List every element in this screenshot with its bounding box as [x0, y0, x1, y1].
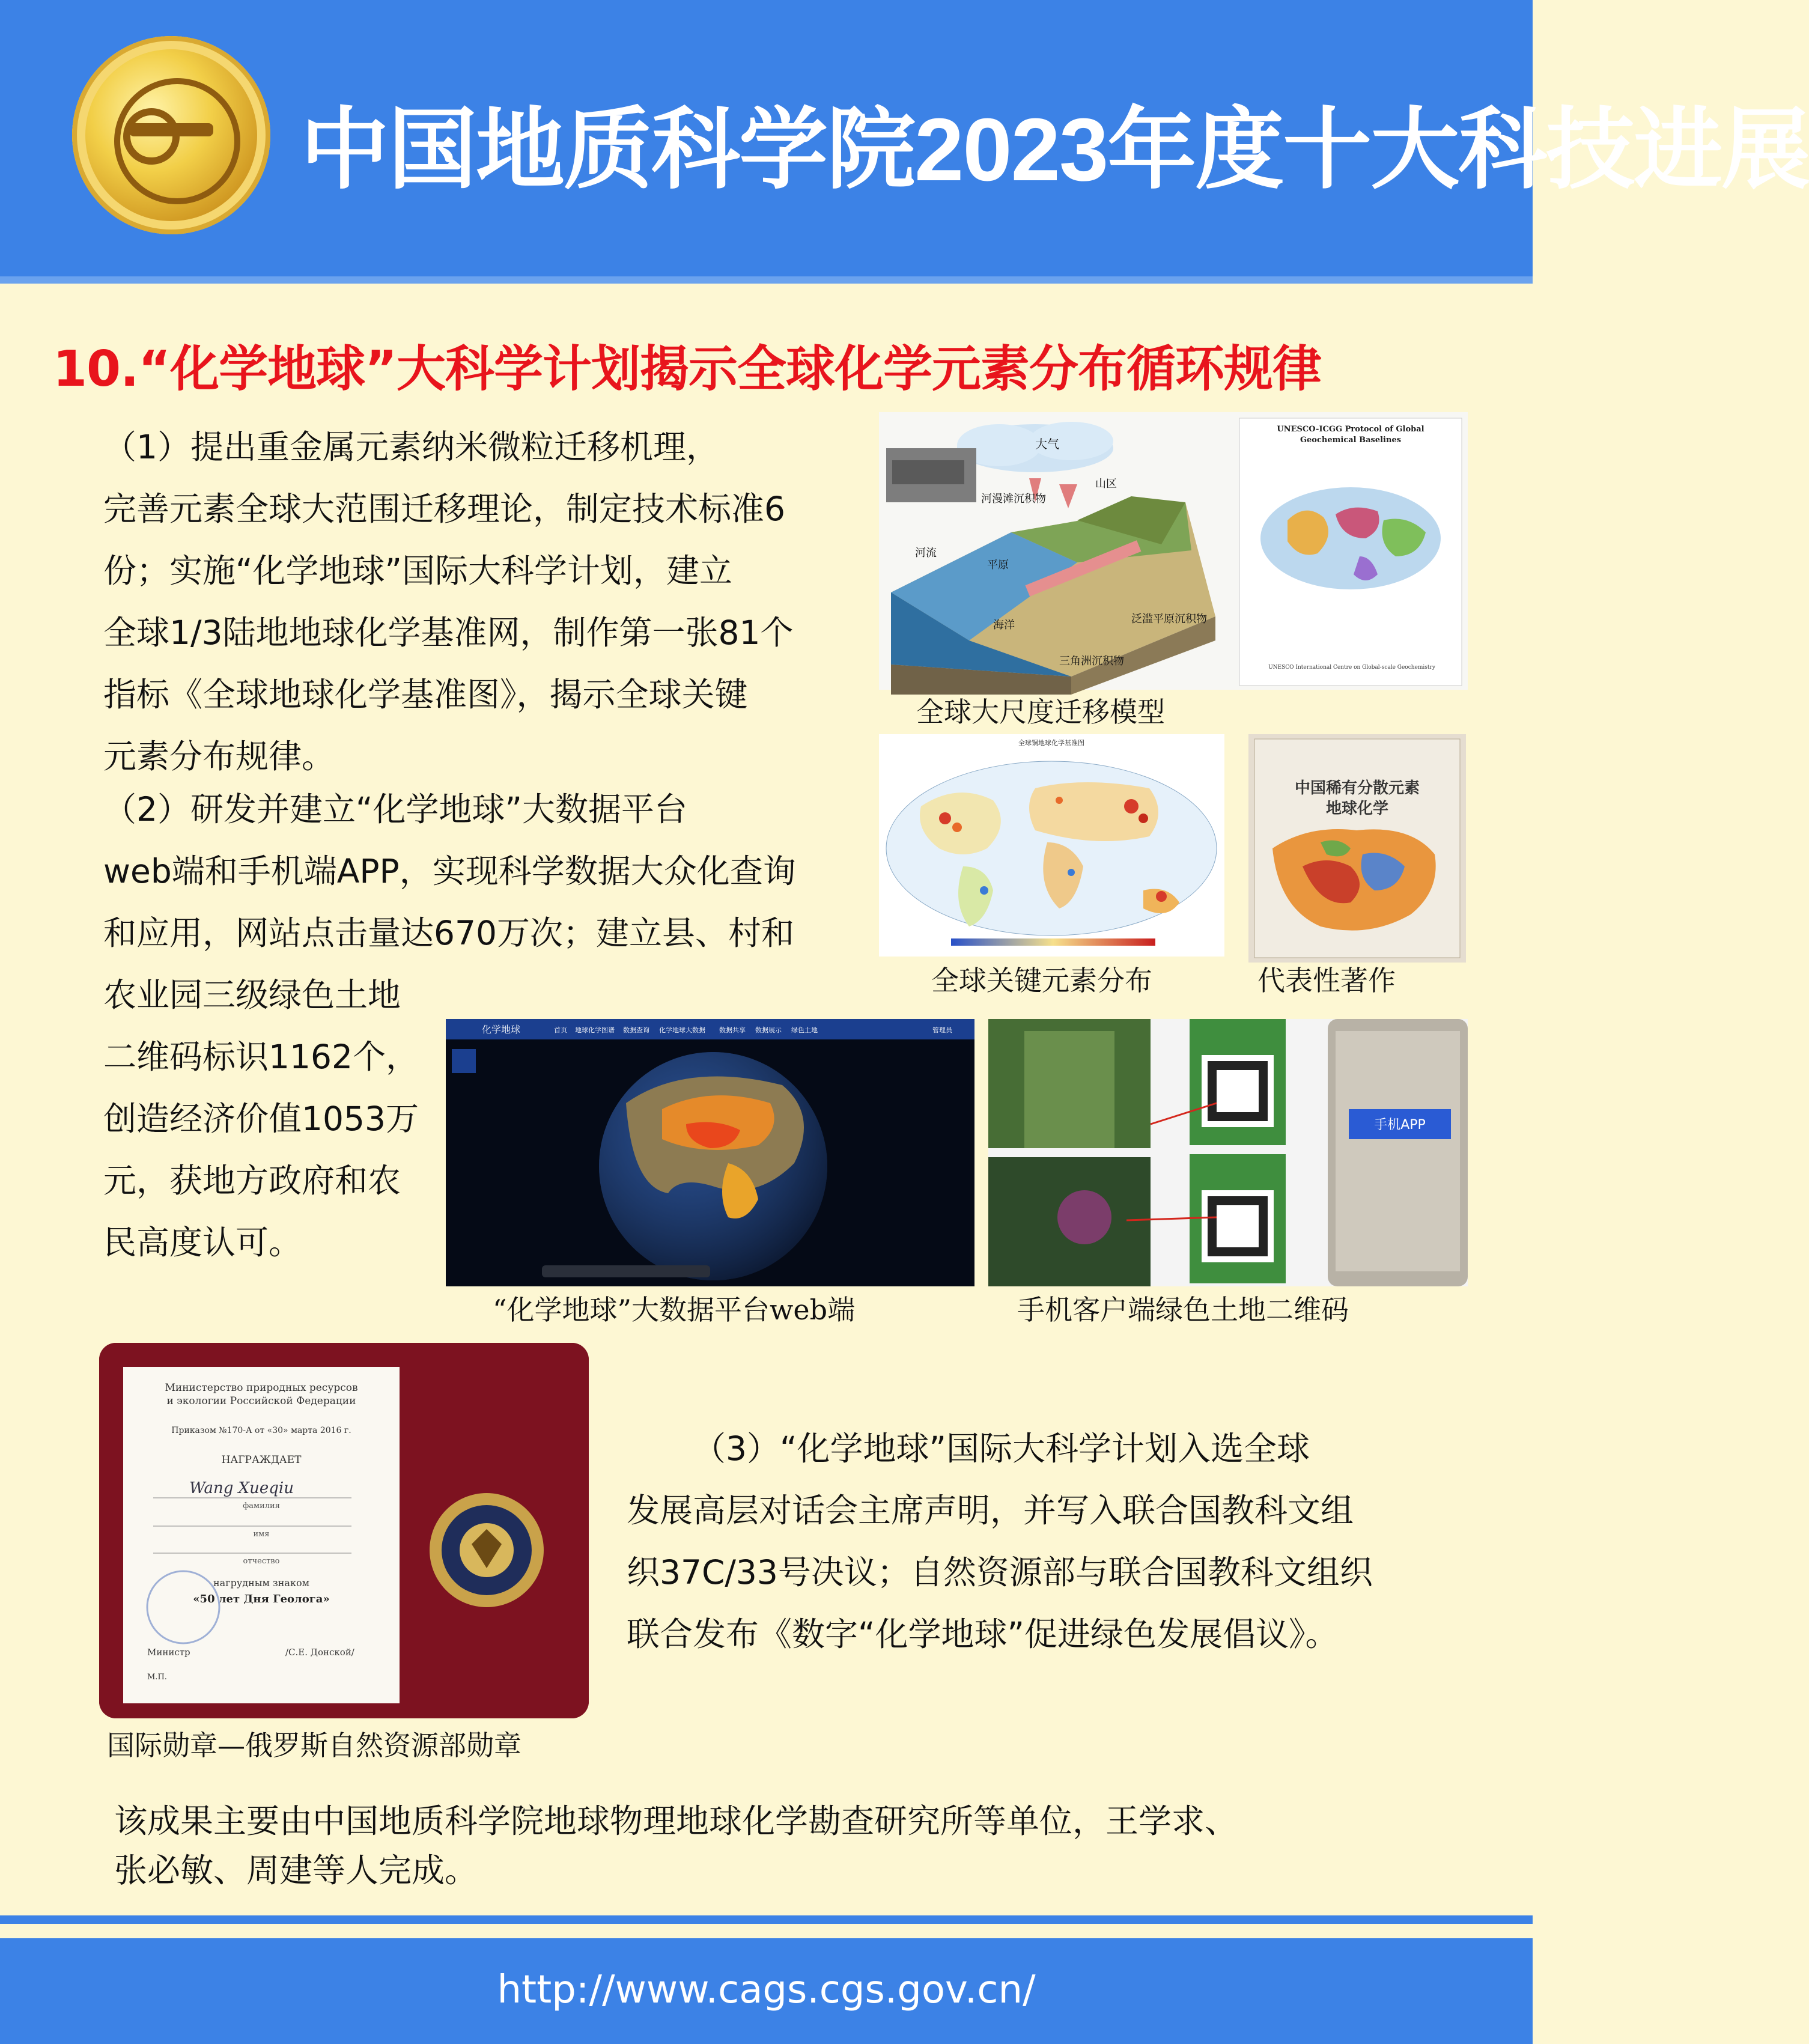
credit-text	[114, 1796, 1424, 1899]
paragraph-1-body	[103, 664, 884, 726]
caption-element-map: 全球关键元素分布	[931, 964, 1152, 997]
caption-qr-codes: 手机客户端绿色土地二维码	[1017, 1294, 1349, 1326]
element-map-figure	[879, 734, 1224, 957]
caption-migration-model: 全球大尺度迁移模型	[916, 696, 1165, 728]
p3-line: （3）“化学地球”国际大科学计划入选全球	[693, 1429, 1310, 1468]
phone-app-label: 手机APP	[1374, 1118, 1426, 1133]
web-nav-display: 数据展示	[755, 1026, 782, 1034]
p1-line: 指标《全球地球化学基准图》，揭示全球关键	[103, 675, 748, 714]
medal-photo	[99, 1343, 589, 1718]
p2-line: 和应用，网站点击量达670万次；建立县、村和	[103, 914, 794, 952]
credit-line: 张必敏、周建等人完成。	[114, 1851, 478, 1890]
book-cover	[1248, 734, 1466, 963]
web-nav-green-land: 绿色土地	[791, 1026, 818, 1034]
p2-line: 民高度认可。	[103, 1223, 302, 1262]
web-platform-screenshot	[446, 1019, 974, 1286]
web-nav-home: 首页	[554, 1026, 567, 1034]
p2-line: 农业园三级绿色土地	[103, 976, 401, 1014]
caption-medal: 国际勋章—俄罗斯自然资源部勋章	[107, 1729, 521, 1762]
doc-name: Wang Xueqiu	[189, 1479, 294, 1497]
label-alluvial-sediment: 泛滥平原沉积物	[1131, 613, 1207, 625]
migration-model-diagram	[879, 412, 1468, 690]
protocol-footer: UNESCO International Centre on Global-scale Geochemistry	[1268, 665, 1435, 671]
page-title: 中国地质科学院2023年度十大科技进展	[300, 100, 1809, 199]
caption-book: 代表性著作	[1257, 964, 1396, 997]
header-divider	[0, 276, 1533, 284]
p1-line: 元素分布规律。	[103, 737, 335, 776]
doc-order: Приказом №170-А от «30» марта 2016 г.	[171, 1426, 351, 1435]
paragraph-2-narrow	[103, 964, 440, 1274]
p3-line: 发展高层对话会主席声明，并写入联合国教科文组	[627, 1491, 1354, 1530]
doc-signature: /С.Е. Донской/	[285, 1647, 354, 1658]
label-atmosphere: 大气	[1035, 437, 1059, 451]
protocol-title: UNESCO-ICGG Protocol of Global Geochemical Baselines	[1277, 425, 1424, 445]
book-cover-figure	[1248, 734, 1466, 963]
book-title-line1: 中国稀有分散元素	[1294, 779, 1420, 797]
p2-line: web端和手机端APP，实现科学数据大众化查询	[103, 852, 796, 890]
p1-line: 完善元素全球大范围迁移理论，制定技术标准6	[103, 490, 785, 528]
label-ocean: 海洋	[993, 619, 1015, 631]
paragraph-1-body	[103, 540, 884, 602]
p2-line: 元，获地方政府和农	[103, 1161, 401, 1200]
caption-web-platform: “化学地球”大数据平台web端	[493, 1294, 856, 1326]
paragraph-2	[103, 779, 884, 964]
p1-line: 全球1/3陆地地球化学基准网，制作第一张81个	[103, 613, 794, 652]
section-title: 10.“化学地球”大科学计划揭示全球化学元素分布循环规律	[53, 341, 1322, 398]
doc-minister: Министр	[147, 1647, 190, 1658]
web-nav-maps: 地球化学图谱	[575, 1026, 615, 1034]
paragraph-1-body	[103, 478, 884, 540]
label-plain: 平原	[987, 559, 1009, 571]
book-title-line2: 地球化学	[1325, 800, 1389, 818]
p2-line: 二维码标识1162个，	[103, 1038, 419, 1076]
qr-code-collage	[988, 1019, 1468, 1286]
p1-line: （1）提出重金属元素纳米微粒迁移机理，	[103, 428, 719, 466]
credit-line: 该成果主要由中国地质科学院地球物理地球化学勘查研究所等单位，王学求、	[114, 1802, 1238, 1840]
p3-line: 织37C/33号决议；自然资源部与联合国教科文组织	[627, 1553, 1373, 1592]
paragraph-3	[627, 1418, 1450, 1665]
element-map-title: 全球铜地球化学基准图	[1018, 739, 1084, 747]
doc-patronymic: отчество	[243, 1557, 280, 1566]
label-river: 河流	[915, 547, 937, 559]
web-platform-figure	[446, 1019, 974, 1286]
paragraph-1-body	[103, 602, 884, 664]
p3-line: 联合发布《数字“化学地球”促进绿色发展倡议》。	[627, 1615, 1339, 1653]
footer-url-link[interactable]: http://www.cags.cgs.gov.cn/	[497, 1968, 1036, 2012]
web-user: 管理员	[932, 1026, 952, 1034]
doc-ministry-line1: Министерство природных ресурсов	[165, 1382, 358, 1394]
doc-badge-name: «50 лет Дня Геолога»	[193, 1593, 330, 1605]
element-distribution-map	[879, 734, 1224, 957]
doc-mp: М.П.	[147, 1673, 167, 1682]
web-nav-bigdata: 化学地球大数据	[659, 1026, 705, 1034]
p2-line: 创造经济价值1053万	[103, 1100, 419, 1138]
doc-firstname: имя	[253, 1530, 270, 1539]
medal-figure	[99, 1343, 589, 1718]
seal-key-ring	[123, 108, 180, 165]
footer-divider	[0, 1915, 1533, 1924]
p1-line: 份；实施“化学地球”国际大科学计划，建立	[103, 552, 732, 590]
qr-code-figure	[988, 1019, 1468, 1286]
doc-awards: НАГРАЖДАЕТ	[221, 1454, 302, 1466]
label-delta-sediment: 三角洲沉积物	[1059, 655, 1124, 668]
p2-line: （2）研发并建立“化学地球”大数据平台	[103, 790, 687, 829]
doc-ministry-line2: и экологии Российской Федерации	[166, 1395, 356, 1407]
paragraph-1	[103, 416, 878, 478]
label-floodplain-sediment: 河漫滩沉积物	[981, 493, 1046, 505]
web-nav-query: 数据查询	[623, 1026, 649, 1034]
web-nav-share: 数据共享	[719, 1026, 746, 1034]
web-app-name: 化学地球	[482, 1024, 521, 1035]
seal-key-shaft	[129, 123, 213, 136]
migration-model-figure	[879, 412, 1468, 690]
label-mountain: 山区	[1095, 478, 1117, 490]
doc-badge: нагрудным знаком	[213, 1577, 310, 1589]
doc-surname: фамилия	[243, 1501, 280, 1510]
